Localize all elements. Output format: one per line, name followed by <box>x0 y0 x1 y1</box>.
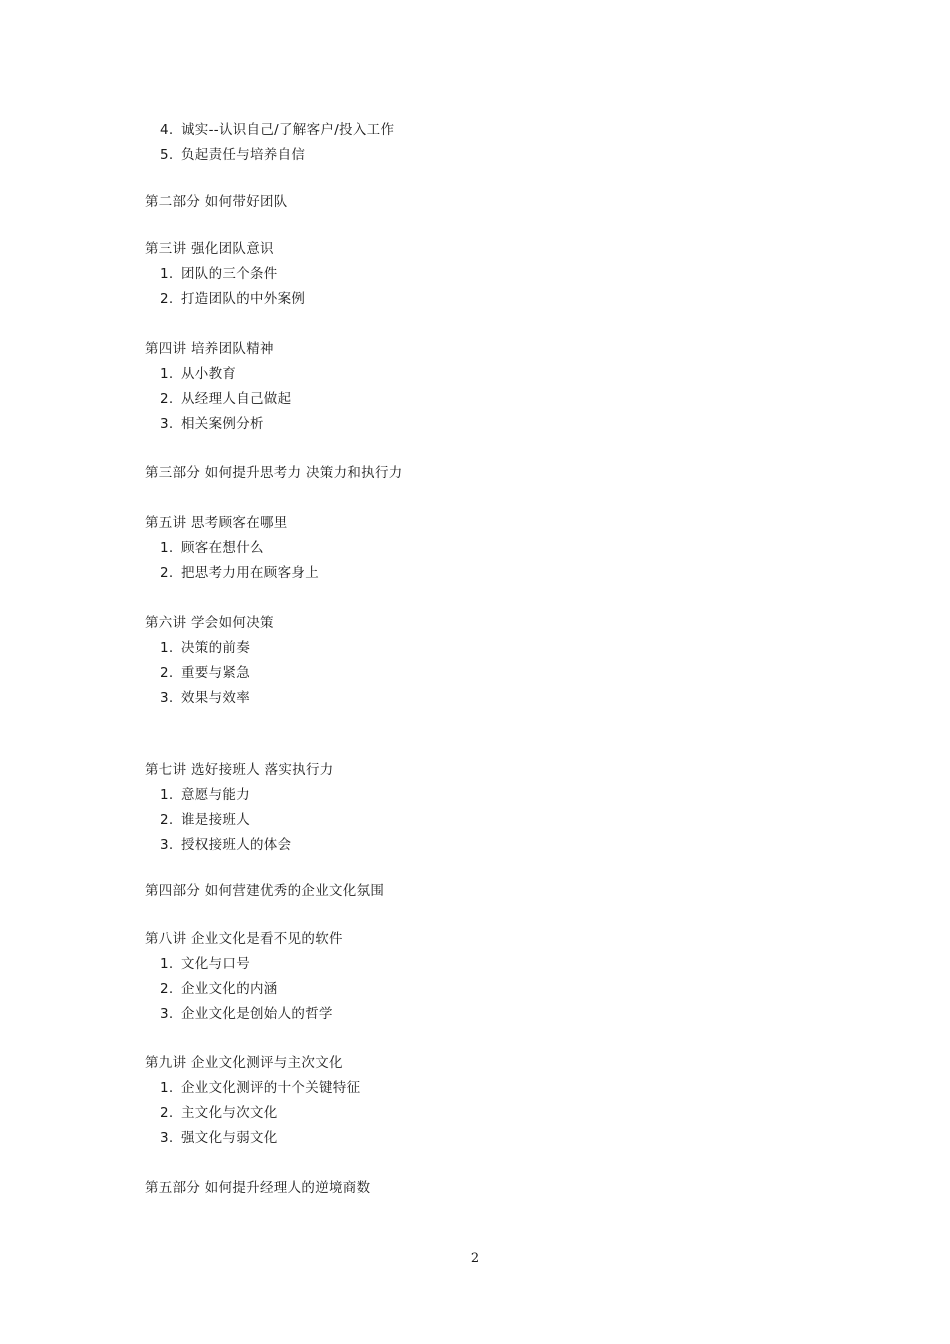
list-item <box>160 1129 278 1147</box>
section-heading: 第八讲 企业文化是看不见的软件 <box>145 931 343 947</box>
list-item <box>160 786 250 804</box>
list-item-number: 3. <box>160 416 174 432</box>
list-item <box>160 980 278 998</box>
section-heading: 第二部分 如何带好团队 <box>145 194 288 210</box>
list-item-text: 重要与紧急 <box>181 665 250 681</box>
list-item-number: 2. <box>160 1105 174 1121</box>
list-item-number: 3. <box>160 690 174 706</box>
list-item-text: 主文化与次文化 <box>181 1105 278 1121</box>
list-item-text: 诚实--认识自己/了解客户/投入工作 <box>181 122 395 138</box>
list-item-text: 顾客在想什么 <box>181 540 264 556</box>
list-item <box>160 146 305 164</box>
section-heading: 第五讲 思考顾客在哪里 <box>145 515 288 531</box>
section-heading: 第四讲 培养团队精神 <box>145 341 274 357</box>
list-item-text: 企业文化测评的十个关键特征 <box>181 1080 361 1096</box>
list-item-text: 团队的三个条件 <box>181 266 278 282</box>
list-item <box>160 390 291 408</box>
list-item-text: 文化与口号 <box>181 956 250 972</box>
list-item <box>160 836 291 854</box>
list-item-text: 相关案例分析 <box>181 416 264 432</box>
list-item <box>160 689 250 707</box>
list-item <box>160 415 264 433</box>
section-heading: 第三讲 强化团队意识 <box>145 241 274 257</box>
list-item-text: 把思考力用在顾客身上 <box>181 565 319 581</box>
list-item-number: 5. <box>160 147 174 163</box>
list-item <box>160 539 264 557</box>
list-item <box>160 664 250 682</box>
section-heading: 第九讲 企业文化测评与主次文化 <box>145 1055 343 1071</box>
list-item-number: 1. <box>160 1080 174 1096</box>
list-item-text: 企业文化是创始人的哲学 <box>181 1006 333 1022</box>
list-item-number: 1. <box>160 787 174 803</box>
section-heading: 第三部分 如何提升思考力 决策力和执行力 <box>145 465 403 481</box>
list-item <box>160 564 319 582</box>
list-item-text: 负起责任与培养自信 <box>181 147 306 163</box>
list-item-number: 3. <box>160 1130 174 1146</box>
list-item <box>160 265 278 283</box>
list-item-text: 决策的前奏 <box>181 640 250 656</box>
list-item <box>160 639 250 657</box>
list-item-number: 1. <box>160 540 174 556</box>
list-item-text: 意愿与能力 <box>181 787 250 803</box>
list-item <box>160 955 250 973</box>
section-heading: 第六讲 学会如何决策 <box>145 615 274 631</box>
section-heading: 第四部分 如何营建优秀的企业文化氛围 <box>145 883 385 899</box>
list-item-number: 4. <box>160 122 174 138</box>
list-item-number: 2. <box>160 981 174 997</box>
section-heading: 第五部分 如何提升经理人的逆境商数 <box>145 1180 371 1196</box>
list-item <box>160 1005 333 1023</box>
list-item-number: 3. <box>160 837 174 853</box>
list-item-number: 2. <box>160 665 174 681</box>
list-item-number: 1. <box>160 640 174 656</box>
section-heading: 第七讲 选好接班人 落实执行力 <box>145 762 334 778</box>
list-item-text: 授权接班人的体会 <box>181 837 292 853</box>
list-item-number: 2. <box>160 812 174 828</box>
list-item <box>160 290 305 308</box>
list-item-number: 3. <box>160 1006 174 1022</box>
list-item <box>160 121 394 139</box>
list-item-number: 1. <box>160 956 174 972</box>
list-item-number: 2. <box>160 291 174 307</box>
list-item <box>160 811 250 829</box>
list-item-text: 强文化与弱文化 <box>181 1130 278 1146</box>
list-item-text: 从经理人自己做起 <box>181 391 292 407</box>
list-item-number: 2. <box>160 565 174 581</box>
list-item-text: 效果与效率 <box>181 690 250 706</box>
list-item-text: 从小教育 <box>181 366 237 382</box>
list-item-number: 1. <box>160 266 174 282</box>
list-item-text: 企业文化的内涵 <box>181 981 278 997</box>
page-number: 2 <box>470 1251 480 1266</box>
list-item <box>160 365 236 383</box>
list-item-number: 1. <box>160 366 174 382</box>
list-item <box>160 1104 278 1122</box>
list-item-text: 谁是接班人 <box>181 812 250 828</box>
list-item-number: 2. <box>160 391 174 407</box>
list-item-text: 打造团队的中外案例 <box>181 291 306 307</box>
list-item <box>160 1079 360 1097</box>
